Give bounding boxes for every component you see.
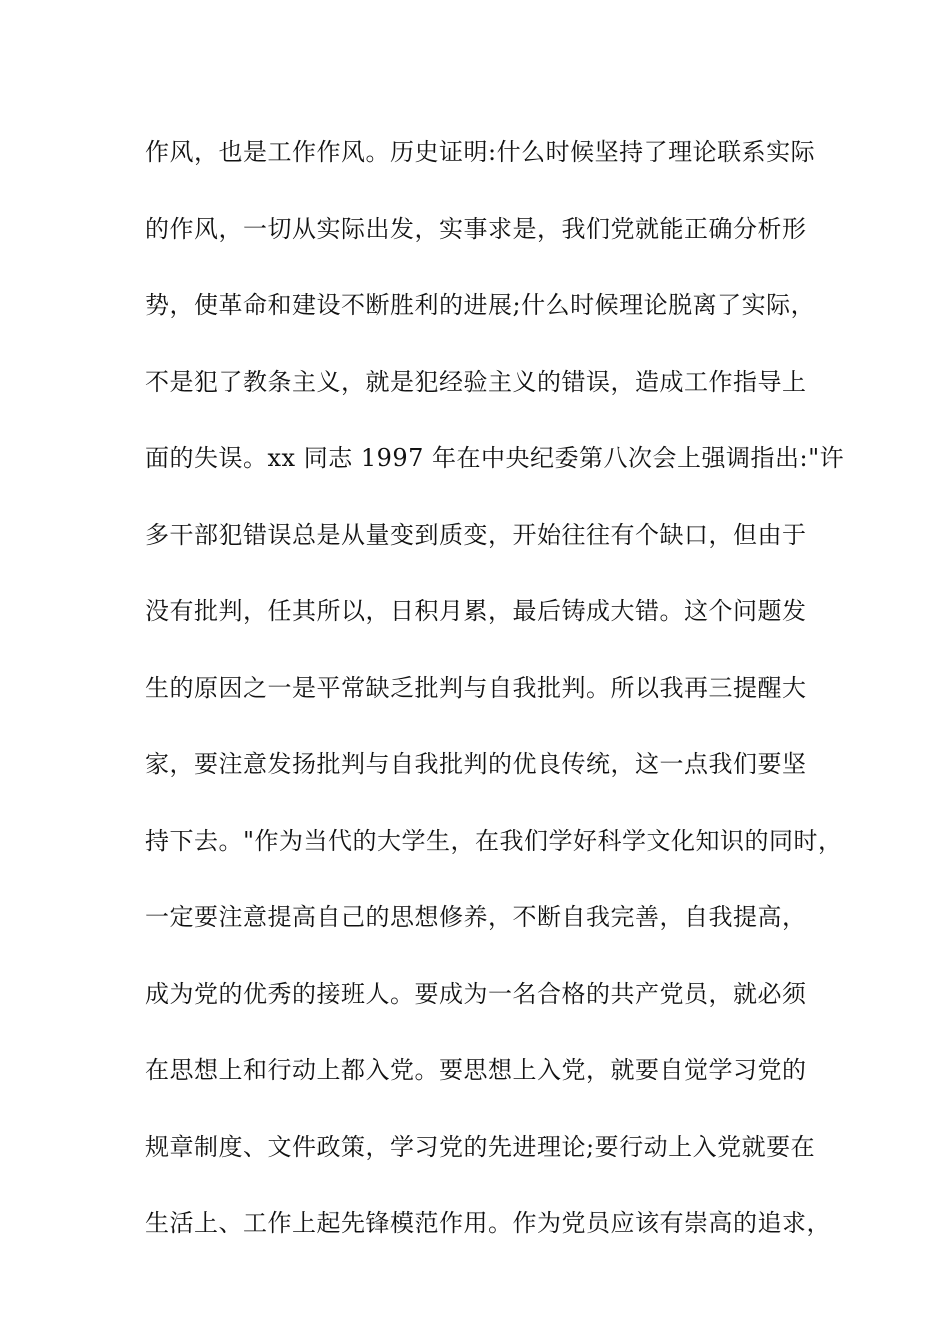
text-line: 在思想上和行动上都入党。要思想上入党，就要自觉学习党的 bbox=[145, 1056, 807, 1084]
text-line: 的作风，一切从实际出发，实事求是，我们党就能正确分析形 bbox=[145, 214, 807, 243]
text-line: 家，要注意发扬批判与自我批判的优良传统，这一点我们要坚 bbox=[145, 750, 807, 778]
text-line: 持下去。"作为当代的大学生，在我们学好科学文化知识的同时， bbox=[145, 826, 843, 855]
text-line: 作风，也是工作作风。历史证明:什么时候坚持了理论联系实际 bbox=[145, 138, 816, 166]
text-line: 没有批判，任其所以，日积月累，最后铸成大错。这个问题发 bbox=[145, 597, 807, 625]
text-line: 一定要注意提高自己的思想修养，不断自我完善，自我提高， bbox=[145, 903, 807, 931]
text-line: 成为党的优秀的接班人。要成为一名合格的共产党员，就必须 bbox=[145, 979, 807, 1008]
text-line: 势，使革命和建设不断胜利的进展;什么时候理论脱离了实际， bbox=[145, 291, 816, 319]
text-line: 生的原因之一是平常缺乏批判与自我批判。所以我再三提醒大 bbox=[145, 673, 807, 702]
body-text bbox=[145, 128, 845, 1276]
text-line: 生活上、工作上起先锋模范作用。作为党员应该有崇高的追求， bbox=[145, 1209, 831, 1237]
text-line: 面的失误。xx 同志 1997 年在中央纪委第八次会上强调指出:"许 bbox=[145, 444, 845, 472]
text-line: 不是犯了教条主义，就是犯经验主义的错误，造成工作指导上 bbox=[145, 367, 807, 396]
text-line: 规章制度、文件政策，学习党的先进理论;要行动上入党就要在 bbox=[145, 1132, 816, 1161]
text-line: 多干部犯错误总是从量变到质变，开始往往有个缺口，但由于 bbox=[145, 520, 807, 549]
